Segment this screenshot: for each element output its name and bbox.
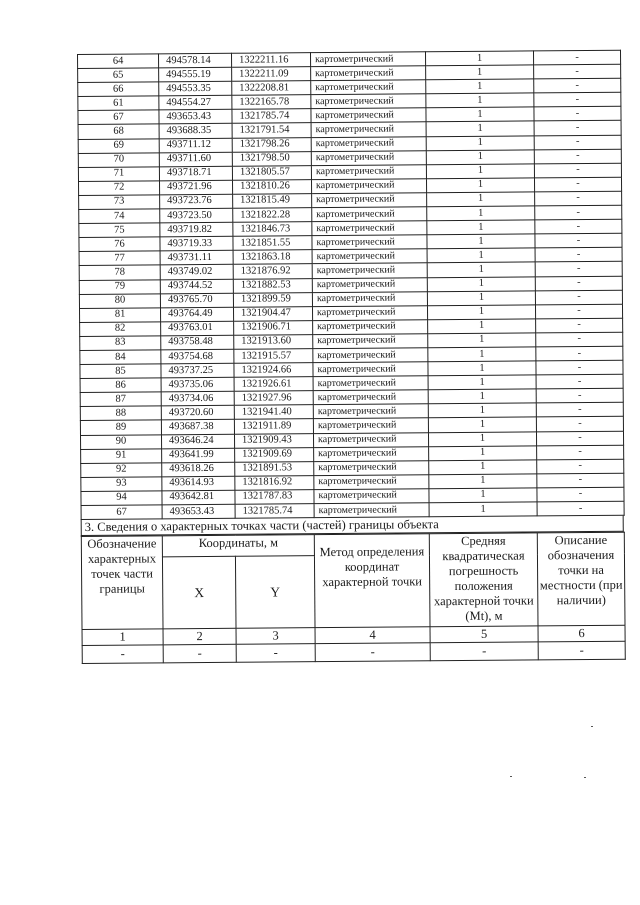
header-description: Описание обозначения точки на местности (при наличии) (537, 532, 625, 626)
accuracy-cell: 1 (428, 361, 536, 376)
coord-x-cell: 493641.99 (162, 448, 235, 463)
point-number-cell: 68 (78, 124, 159, 139)
coord-x-cell: 493723.50 (160, 208, 233, 223)
point-number-cell: 82 (80, 322, 161, 337)
coord-x-cell: 493719.33 (160, 236, 233, 251)
coord-x-cell: 494553.35 (159, 81, 232, 96)
coord-x-cell: 493642.81 (162, 490, 235, 505)
accuracy-cell: 1 (426, 121, 534, 136)
description-cell: - (534, 121, 621, 136)
coord-x-cell: 493744.52 (160, 279, 233, 294)
coord-x-cell: 494578.14 (159, 53, 232, 68)
scan-speck (591, 726, 593, 727)
point-number-cell: 90 (80, 434, 161, 449)
coord-x-cell: 493688.35 (159, 124, 232, 139)
coord-x-cell: 493711.60 (159, 152, 232, 167)
point-number-cell: 76 (79, 237, 160, 252)
point-number-cell: 91 (81, 448, 162, 463)
description-cell: - (536, 388, 623, 403)
point-number-cell: 77 (79, 251, 160, 266)
accuracy-cell: 1 (429, 474, 537, 489)
description-cell: - (537, 445, 624, 460)
coord-y-cell: 1321846.73 (233, 222, 312, 237)
description-cell: - (535, 191, 622, 206)
method-cell: картометрический (311, 136, 426, 151)
point-number-cell: 81 (79, 308, 160, 323)
coord-x-cell: 493646.24 (161, 434, 234, 449)
column-number: 4 (315, 627, 430, 644)
column-number: 5 (430, 626, 538, 643)
method-cell: картометрический (312, 207, 427, 222)
accuracy-cell: 1 (426, 135, 534, 150)
coord-y-cell: 1321909.43 (234, 433, 313, 448)
method-cell: картометрический (313, 390, 428, 405)
scan-speck (584, 777, 586, 778)
coord-y-cell: 1322165.78 (232, 95, 311, 110)
method-cell: картометрический (313, 404, 428, 419)
section-3-title: 3. Сведения о характерных точках части (частей) границы объекта (81, 516, 624, 536)
point-number-cell: 67 (81, 505, 162, 520)
empty-cell: - (236, 644, 315, 663)
point-number-cell: 61 (78, 96, 159, 111)
point-number-cell: 88 (80, 406, 161, 421)
coord-x-cell: 493723.76 (160, 194, 233, 209)
method-cell: картометрический (311, 80, 426, 95)
empty-cell: - (430, 642, 538, 661)
coord-x-cell: 493735.06 (161, 377, 234, 392)
coord-x-cell: 493758.48 (161, 335, 234, 350)
header-designation: Обозначение характерных точек части границы (81, 536, 163, 630)
point-number-cell: 80 (79, 293, 160, 308)
description-cell: - (534, 78, 621, 93)
accuracy-cell: 1 (428, 417, 536, 432)
method-cell: картометрический (313, 418, 428, 433)
coord-y-cell: 1321822.28 (233, 208, 312, 223)
description-cell: - (536, 417, 623, 432)
coord-y-cell: 1322211.09 (232, 67, 311, 82)
point-number-cell: 67 (78, 110, 159, 125)
coord-y-cell: 1321927.96 (234, 391, 313, 406)
method-cell: картометрический (311, 94, 426, 109)
method-cell: картометрический (313, 334, 428, 349)
accuracy-cell: 1 (426, 79, 534, 94)
scan-speck (510, 776, 512, 777)
coord-x-cell: 493765.70 (160, 293, 233, 308)
coord-y-cell: 1321876.92 (233, 264, 312, 279)
method-cell: картометрический (311, 165, 426, 180)
coord-y-cell: 1322208.81 (232, 81, 311, 96)
description-cell: - (535, 276, 622, 291)
description-cell: - (535, 219, 622, 234)
coord-y-cell: 1321926.61 (234, 377, 313, 392)
method-cell: картометрический (311, 150, 426, 165)
method-cell: картометрический (311, 122, 426, 137)
column-number: 2 (163, 628, 236, 645)
point-number-cell: 86 (80, 378, 161, 393)
accuracy-cell: 1 (428, 431, 536, 446)
description-cell: - (534, 64, 621, 79)
method-cell: картометрический (312, 277, 427, 292)
description-cell: - (534, 163, 621, 178)
description-cell: - (535, 304, 622, 319)
point-number-cell: 75 (79, 223, 160, 238)
point-number-cell: 85 (80, 364, 161, 379)
method-cell: картометрический (312, 235, 427, 250)
accuracy-cell: 1 (427, 220, 535, 235)
accuracy-cell: 1 (426, 164, 534, 179)
accuracy-cell: 1 (426, 65, 534, 80)
point-number-cell: 84 (80, 350, 161, 365)
coord-y-cell: 1321816.92 (235, 475, 314, 490)
coord-x-cell: 493763.01 (161, 321, 234, 336)
coord-x-cell: 494554.27 (159, 96, 232, 111)
method-cell: картометрический (312, 291, 427, 306)
accuracy-cell: 1 (428, 375, 536, 390)
coord-x-cell: 493734.06 (161, 392, 234, 407)
point-number-cell: 92 (81, 463, 162, 478)
point-number-cell: 65 (78, 68, 159, 83)
characteristic-points-table (77, 50, 625, 520)
coord-y-cell: 1321911.89 (234, 419, 313, 434)
coord-y-cell: 1321891.53 (235, 461, 314, 476)
coord-y-cell: 1321909.69 (235, 447, 314, 462)
method-cell: картометрический (314, 489, 429, 504)
description-cell: - (537, 487, 624, 502)
method-cell: картометрический (311, 179, 426, 194)
accuracy-cell: 1 (427, 206, 535, 221)
coord-x-cell: 494555.19 (159, 67, 232, 82)
coord-x-cell: 493754.68 (161, 349, 234, 364)
accuracy-cell: 1 (426, 93, 534, 108)
point-number-cell: 93 (81, 477, 162, 492)
description-cell: - (536, 360, 623, 375)
description-cell: - (536, 346, 623, 361)
description-cell: - (536, 374, 623, 389)
document-page (77, 50, 625, 664)
coord-y-cell: 1321810.26 (232, 180, 311, 195)
accuracy-cell: 1 (429, 488, 537, 503)
method-cell: картометрический (311, 108, 426, 123)
method-cell: картометрический (314, 446, 429, 461)
coord-x-cell: 493749.02 (160, 265, 233, 280)
accuracy-cell: 1 (429, 502, 537, 517)
point-number-cell: 73 (79, 195, 160, 210)
column-number: 6 (538, 625, 625, 642)
point-number-cell: 74 (79, 209, 160, 224)
accuracy-cell: 1 (427, 262, 535, 277)
accuracy-cell: 1 (426, 150, 534, 165)
method-cell: картометрический (312, 305, 427, 320)
method-cell: картометрический (311, 66, 426, 81)
accuracy-cell: 1 (428, 347, 536, 362)
coord-y-cell: 1321785.74 (232, 109, 311, 124)
point-number-cell: 79 (79, 279, 160, 294)
point-number-cell: 66 (78, 82, 159, 97)
description-cell: - (537, 459, 624, 474)
description-cell: - (535, 290, 622, 305)
coord-x-cell: 493764.49 (160, 307, 233, 322)
description-cell: - (535, 262, 622, 277)
accuracy-cell: 1 (427, 305, 535, 320)
accuracy-cell: 1 (428, 389, 536, 404)
description-cell: - (534, 107, 621, 122)
empty-cell: - (538, 641, 625, 660)
accuracy-cell: 1 (427, 192, 535, 207)
point-number-cell: 70 (78, 153, 159, 168)
method-cell: картометрический (312, 193, 427, 208)
description-cell: - (536, 431, 623, 446)
accuracy-cell: 1 (429, 446, 537, 461)
coord-y-cell: 1321815.49 (233, 194, 312, 209)
description-cell: - (537, 501, 624, 516)
coord-x-cell: 493720.60 (161, 406, 234, 421)
point-number-cell: 94 (81, 491, 162, 506)
coord-y-cell: 1321851.55 (233, 236, 312, 251)
coord-y-cell: 1321913.60 (234, 335, 313, 350)
coord-x-cell: 493614.93 (162, 476, 235, 491)
coord-y-cell: 1321915.57 (234, 349, 313, 364)
coord-y-cell: 1321798.50 (232, 151, 311, 166)
header-accuracy: Средняя квадратическая погрешность положения характерной точки (Mt), м (429, 533, 538, 627)
description-cell: - (535, 248, 622, 263)
coord-x-cell: 493687.38 (161, 420, 234, 435)
description-cell: - (534, 177, 621, 192)
coord-y-cell: 1321791.54 (232, 123, 311, 138)
accuracy-cell: 1 (427, 234, 535, 249)
accuracy-cell: 1 (426, 178, 534, 193)
coord-y-cell: 1321805.57 (232, 165, 311, 180)
header-y: Y (235, 556, 315, 628)
coord-y-cell: 1321785.74 (235, 504, 314, 519)
coord-x-cell: 493718.71 (159, 166, 232, 181)
method-cell: картометрический (312, 249, 427, 264)
coord-y-cell: 1321904.47 (233, 306, 312, 321)
description-cell: - (535, 233, 622, 248)
point-number-cell: 83 (80, 336, 161, 351)
point-number-cell: 72 (79, 181, 160, 196)
coord-y-cell: 1321863.18 (233, 250, 312, 265)
coord-x-cell: 493653.43 (159, 110, 232, 125)
point-number-cell: 78 (79, 265, 160, 280)
coord-y-cell: 1321787.83 (235, 490, 314, 505)
description-cell: - (535, 205, 622, 220)
accuracy-cell: 1 (427, 276, 535, 291)
coord-x-cell: 493618.26 (162, 462, 235, 477)
description-cell: - (534, 93, 621, 108)
header-coordinates: Координаты, м (162, 535, 314, 558)
coord-y-cell: 1322211.16 (231, 53, 310, 68)
method-cell: картометрический (310, 52, 425, 67)
accuracy-cell: 1 (428, 333, 536, 348)
coord-y-cell: 1321941.40 (234, 405, 313, 420)
coord-y-cell: 1321882.53 (233, 278, 312, 293)
empty-cell: - (82, 645, 163, 664)
accuracy-cell: 1 (427, 291, 535, 306)
accuracy-cell: 1 (428, 403, 536, 418)
description-cell: - (533, 50, 620, 65)
method-cell: картометрический (314, 475, 429, 490)
coord-y-cell: 1321798.26 (232, 137, 311, 152)
method-cell: картометрический (314, 460, 429, 475)
description-cell: - (536, 403, 623, 418)
column-number: 3 (236, 628, 315, 645)
description-cell: - (537, 473, 624, 488)
empty-cell: - (163, 644, 236, 663)
method-cell: картометрический (312, 221, 427, 236)
coord-y-cell: 1321906.71 (234, 320, 313, 335)
coord-y-cell: 1321924.66 (234, 363, 313, 378)
point-number-cell: 69 (78, 138, 159, 153)
coord-x-cell: 493653.43 (162, 504, 235, 519)
accuracy-cell: 1 (427, 248, 535, 263)
point-number-cell: 89 (80, 420, 161, 435)
point-number-cell: 64 (78, 54, 159, 69)
coord-x-cell: 493711.12 (159, 138, 232, 153)
description-cell: - (536, 318, 623, 333)
header-method: Метод определения координат характерной точки (314, 534, 430, 628)
method-cell: картометрический (313, 362, 428, 377)
point-number-cell: 87 (80, 392, 161, 407)
point-number-cell: 71 (78, 167, 159, 182)
method-cell: картометрический (313, 432, 428, 447)
method-cell: картометрический (314, 503, 429, 518)
coord-x-cell: 493731.11 (160, 251, 233, 266)
empty-cell: - (315, 643, 430, 662)
accuracy-cell: 1 (429, 460, 537, 475)
coord-x-cell: 493721.96 (159, 180, 232, 195)
part-boundary-points-table (81, 532, 626, 664)
method-cell: картометрический (312, 263, 427, 278)
method-cell: картометрический (313, 376, 428, 391)
accuracy-cell: 1 (425, 51, 533, 66)
description-cell: - (534, 149, 621, 164)
column-number: 1 (82, 629, 163, 646)
description-cell: - (536, 332, 623, 347)
accuracy-cell: 1 (428, 319, 536, 334)
header-x: X (162, 557, 236, 629)
method-cell: картометрический (313, 320, 428, 335)
method-cell: картометрический (313, 348, 428, 363)
coord-y-cell: 1321899.59 (233, 292, 312, 307)
coord-x-cell: 493737.25 (161, 363, 234, 378)
accuracy-cell: 1 (426, 107, 534, 122)
coord-x-cell: 493719.82 (160, 222, 233, 237)
description-cell: - (534, 135, 621, 150)
